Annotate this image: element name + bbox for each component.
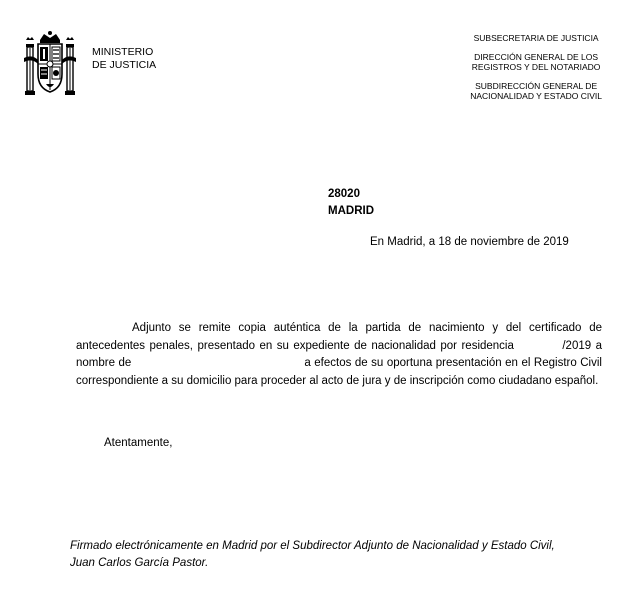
recipient-address xyxy=(328,186,374,220)
letter-body xyxy=(76,320,602,390)
dept-line-2: DIRECCIÓN GENERAL DE LOS xyxy=(474,51,599,62)
city: MADRID xyxy=(328,205,374,217)
signature-block xyxy=(70,538,555,571)
ministry-name xyxy=(92,46,156,72)
signature-line-2: Juan Carlos García Pastor. xyxy=(70,556,209,569)
department-block xyxy=(470,33,602,102)
body-part-2: /2019 a nombre de xyxy=(76,339,602,369)
ministry-line-1: MINISTERIO xyxy=(92,46,154,58)
dept-line-5: NACIONALIDAD Y ESTADO CIVIL xyxy=(470,91,602,101)
ministry-line-2: DE JUSTICIA xyxy=(92,59,157,71)
body-part-3: a efectos de su oportuna presentación en el Registro Civil correspondiente a su domicilio para proceder al acto de jura y de inscripción como ciudadano español. xyxy=(76,357,602,387)
signature-line-1: Firmado electrónicamente en Madrid por el Subdirector Adjunto de Nacionalidad y Estado Civil, xyxy=(70,540,555,552)
closing: Atentamente, xyxy=(104,437,173,449)
dept-line-4: SUBDIRECCIÓN GENERAL DE xyxy=(475,80,598,91)
spain-coat-of-arms-icon xyxy=(22,30,78,102)
dept-line-1: SUBSECRETARIA DE JUSTICIA xyxy=(473,33,599,43)
body-part-1: Adjunto se remite copia auténtica de la partida de nacimiento y del certificado de antecedentes penales, presentado en su expediente de nacionalidad por residencia xyxy=(76,322,602,352)
date-line: En Madrid, a 18 de noviembre de 2019 xyxy=(370,236,569,248)
dept-line-3: REGISTROS Y DEL NOTARIADO xyxy=(471,62,601,72)
postal-code: 28020 xyxy=(328,188,360,200)
